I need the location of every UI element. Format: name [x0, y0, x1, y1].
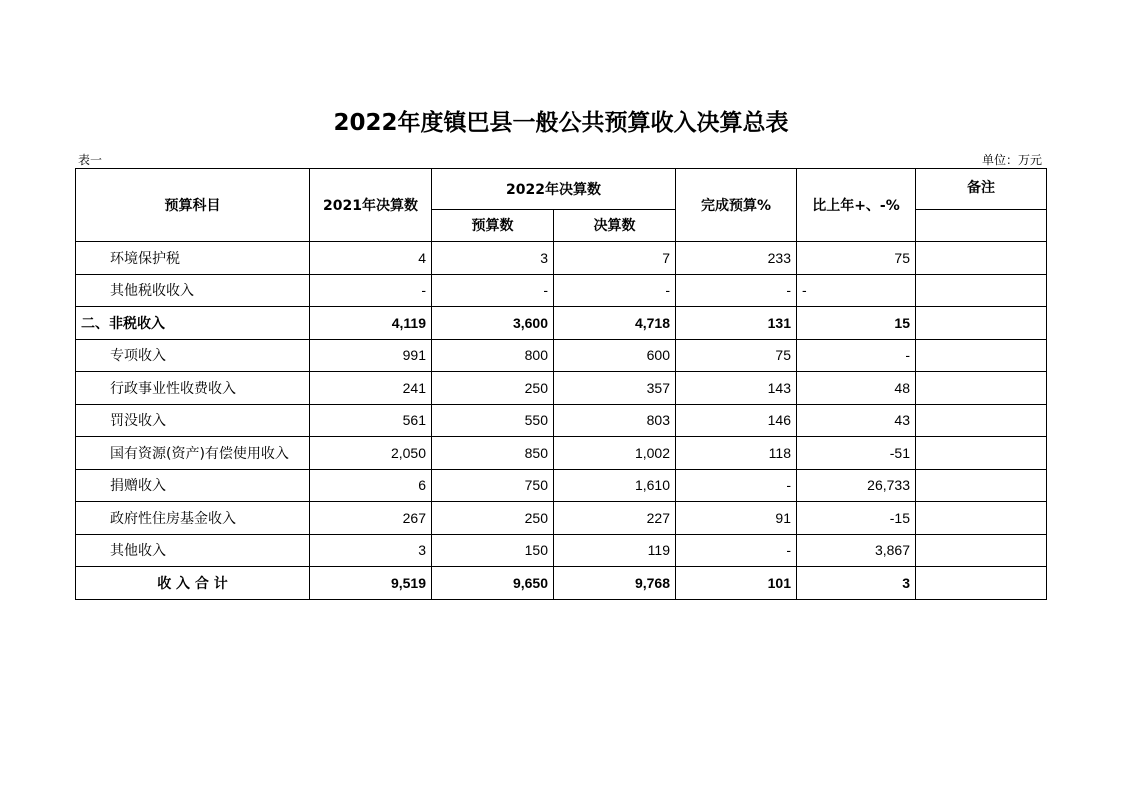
table-row — [76, 242, 1047, 275]
header-notes-lower — [916, 209, 1047, 242]
row-completion: - — [676, 534, 797, 567]
row-notes — [916, 437, 1047, 470]
row-notes — [916, 469, 1047, 502]
row-name: 其他税收收入 — [76, 274, 310, 307]
row-prev: 3 — [310, 534, 432, 567]
row-yoy: 15 — [797, 307, 916, 340]
row-prev: 2,050 — [310, 437, 432, 470]
header-completion: 完成预算% — [676, 169, 797, 242]
table-number: 表一 — [78, 153, 103, 167]
row-yoy: 26,733 — [797, 469, 916, 502]
row-prev: 4,119 — [310, 307, 432, 340]
row-notes — [916, 567, 1047, 600]
budget-table — [75, 168, 1047, 600]
row-completion: - — [676, 274, 797, 307]
row-notes — [916, 339, 1047, 372]
row-name: 罚没收入 — [76, 404, 310, 437]
header-prev-final: 2021年决算数 — [310, 169, 432, 242]
row-name: 环境保护税 — [76, 242, 310, 275]
row-completion: 101 — [676, 567, 797, 600]
row-final: 9,768 — [554, 567, 676, 600]
row-completion: 131 — [676, 307, 797, 340]
row-yoy: -15 — [797, 502, 916, 535]
table-row — [76, 502, 1047, 535]
row-prev: 561 — [310, 404, 432, 437]
row-yoy: 48 — [797, 372, 916, 405]
row-final: 357 — [554, 372, 676, 405]
row-completion: - — [676, 469, 797, 502]
row-budget: 150 — [432, 534, 554, 567]
table-row — [76, 469, 1047, 502]
row-prev: 4 — [310, 242, 432, 275]
row-completion: 118 — [676, 437, 797, 470]
row-notes — [916, 307, 1047, 340]
row-budget: 750 — [432, 469, 554, 502]
row-name: 二、非税收入 — [76, 307, 310, 340]
table-row — [76, 534, 1047, 567]
row-name: 其他收入 — [76, 534, 310, 567]
table-row — [76, 339, 1047, 372]
row-final: 7 — [554, 242, 676, 275]
header-budget: 预算数 — [432, 209, 554, 242]
row-budget: 250 — [432, 502, 554, 535]
row-notes — [916, 404, 1047, 437]
header-subject: 预算科目 — [76, 169, 310, 242]
row-final: 1,610 — [554, 469, 676, 502]
row-budget: 250 — [432, 372, 554, 405]
row-final: 4,718 — [554, 307, 676, 340]
row-final: 803 — [554, 404, 676, 437]
row-budget: 3,600 — [432, 307, 554, 340]
row-budget: - — [432, 274, 554, 307]
row-budget: 9,650 — [432, 567, 554, 600]
unit-label: 单位：万元 — [981, 153, 1042, 167]
row-final: 227 — [554, 502, 676, 535]
row-yoy: 43 — [797, 404, 916, 437]
row-budget: 850 — [432, 437, 554, 470]
row-name: 政府性住房基金收入 — [76, 502, 310, 535]
row-final: - — [554, 274, 676, 307]
row-prev: 9,519 — [310, 567, 432, 600]
document-title: 2022年度镇巴县一般公共预算收入决算总表 — [333, 110, 789, 136]
table-row — [76, 274, 1047, 307]
row-name: 收 入 合 计 — [76, 567, 310, 600]
row-name: 捐赠收入 — [76, 469, 310, 502]
row-budget: 550 — [432, 404, 554, 437]
row-completion: 233 — [676, 242, 797, 275]
row-notes — [916, 534, 1047, 567]
row-yoy: 75 — [797, 242, 916, 275]
header-notes: 备注 — [916, 169, 1047, 210]
row-prev: 6 — [310, 469, 432, 502]
row-prev: 991 — [310, 339, 432, 372]
row-yoy: 3 — [797, 567, 916, 600]
row-completion: 143 — [676, 372, 797, 405]
row-name: 国有资源(资产)有偿使用收入 — [76, 437, 310, 470]
table-row — [76, 307, 1047, 340]
total-row — [76, 567, 1047, 600]
row-prev: 267 — [310, 502, 432, 535]
row-yoy: -51 — [797, 437, 916, 470]
header-row-1 — [76, 169, 1047, 210]
row-notes — [916, 274, 1047, 307]
row-completion: 146 — [676, 404, 797, 437]
row-yoy: - — [797, 274, 916, 307]
row-name: 行政事业性收费收入 — [76, 372, 310, 405]
table-row — [76, 404, 1047, 437]
row-notes — [916, 242, 1047, 275]
table-row — [76, 437, 1047, 470]
row-notes — [916, 372, 1047, 405]
header-year-group: 2022年决算数 — [432, 169, 676, 210]
row-completion: 75 — [676, 339, 797, 372]
row-prev: - — [310, 274, 432, 307]
row-yoy: - — [797, 339, 916, 372]
table-row — [76, 372, 1047, 405]
header-yoy: 比上年+、-% — [797, 169, 916, 242]
row-final: 119 — [554, 534, 676, 567]
row-budget: 3 — [432, 242, 554, 275]
header-final: 决算数 — [554, 209, 676, 242]
row-final: 600 — [554, 339, 676, 372]
row-notes — [916, 502, 1047, 535]
row-final: 1,002 — [554, 437, 676, 470]
row-prev: 241 — [310, 372, 432, 405]
row-yoy: 3,867 — [797, 534, 916, 567]
row-name: 专项收入 — [76, 339, 310, 372]
row-budget: 800 — [432, 339, 554, 372]
row-completion: 91 — [676, 502, 797, 535]
